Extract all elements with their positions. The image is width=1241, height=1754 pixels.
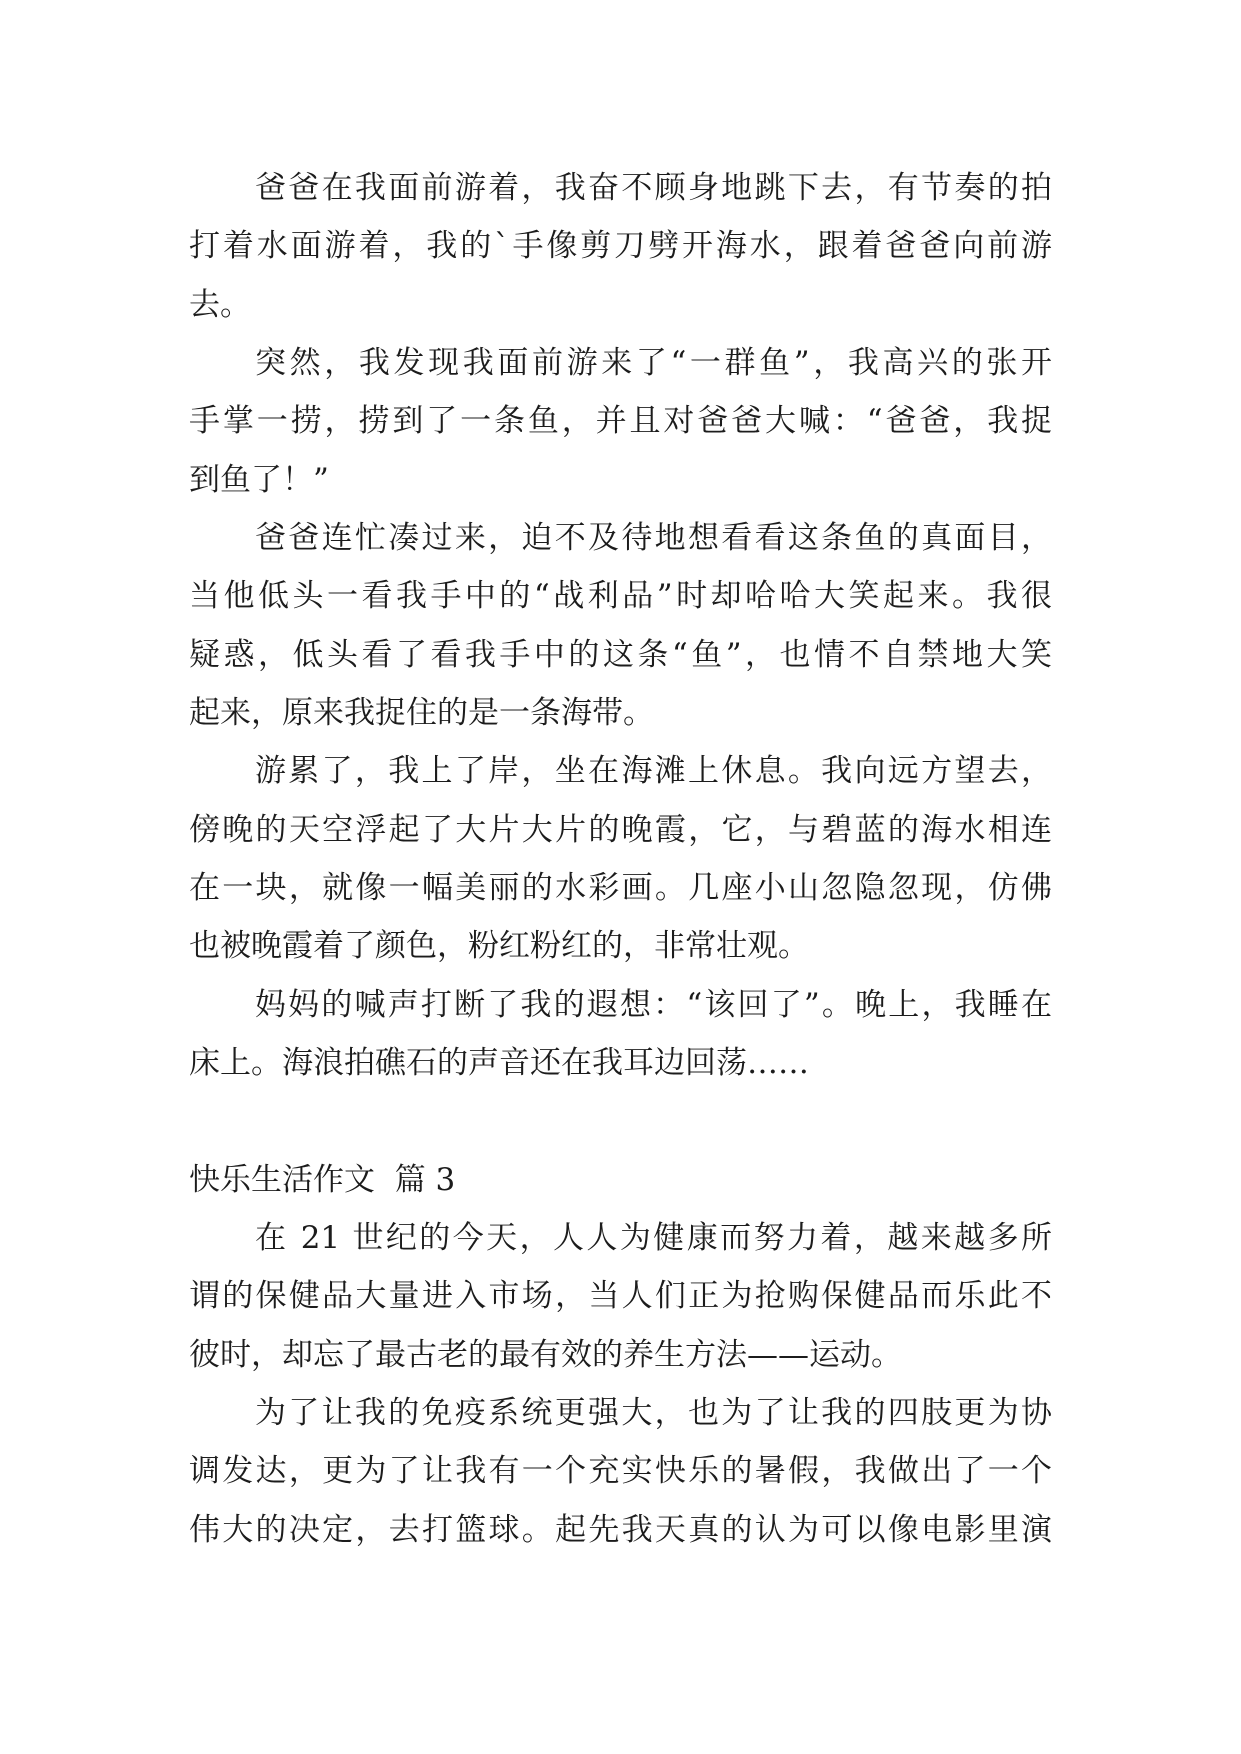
paragraph xyxy=(189,334,1052,509)
paragraph-line: 游累了，我上了岸，坐在海滩上休息。我向远方望去， xyxy=(255,753,1052,790)
paragraph-line: 起来，原来我捉住的是一条海带。 xyxy=(189,694,654,731)
blank-line xyxy=(189,1092,1052,1150)
paragraph-line: 床上。海浪拍礁石的声音还在我耳边回荡…… xyxy=(189,1044,809,1081)
paragraph-line: 爸爸连忙凑过来，迫不及待地想看看这条鱼的真面目， xyxy=(255,519,1052,556)
paragraph-line: 也被晚霞着了颜色，粉红粉红的，非常壮观。 xyxy=(189,928,809,965)
paragraph-line: 调发达，更为了让我有一个充实快乐的暑假，我做出了一个 xyxy=(189,1453,1052,1490)
paragraph-line: 当他低头一看我手中的“战利品”时却哈哈大笑起来。我很 xyxy=(189,578,1052,615)
paragraph xyxy=(189,1209,1052,1384)
paragraph xyxy=(189,742,1052,975)
paragraph-line: 为了让我的免疫系统更强大，也为了让我的四肢更为协 xyxy=(255,1394,1052,1431)
paragraph-line: 去。 xyxy=(189,286,251,323)
paragraph-line: 妈妈的喊声打断了我的遐想：“该回了”。晚上，我睡在 xyxy=(255,986,1052,1023)
paragraph-line: 打着水面游着，我的`手像剪刀劈开海水，跟着爸爸向前游 xyxy=(189,228,1052,265)
paragraph-line: 爸爸在我面前游着，我奋不顾身地跳下去，有节奏的拍 xyxy=(255,170,1052,206)
paragraph-line: 疑惑，低头看了看我手中的这条“鱼”，也情不自禁地大笑 xyxy=(189,636,1052,673)
section-heading: 快乐生活作文 篇 3 xyxy=(189,1161,456,1198)
paragraph-line: 到鱼了！” xyxy=(189,461,329,498)
paragraph-line: 在一块，就像一幅美丽的水彩画。几座小山忽隐忽现，仿佛 xyxy=(189,869,1052,906)
paragraph-line: 突然，我发现我面前游来了“一群鱼”，我高兴的张开 xyxy=(255,344,1052,381)
paragraph-line: 伟大的决定，去打篮球。起先我天真的认为可以像电影里演 xyxy=(189,1511,1052,1548)
paragraph xyxy=(189,159,1052,334)
paragraph xyxy=(189,509,1052,742)
paragraph xyxy=(189,1384,1052,1559)
paragraph-line: 手掌一捞，捞到了一条鱼，并且对爸爸大喊：“爸爸，我捉 xyxy=(189,403,1052,440)
paragraph xyxy=(189,976,1052,1093)
document-page xyxy=(189,159,1052,1559)
paragraph-line: 在 21 世纪的今天，人人为健康而努力着，越来越多所 xyxy=(255,1219,1052,1256)
paragraph-line: 傍晚的天空浮起了大片大片的晚霞，它，与碧蓝的海水相连 xyxy=(189,811,1052,848)
paragraph-line: 彼时，却忘了最古老的最有效的养生方法——运动。 xyxy=(189,1336,902,1373)
paragraph-line: 谓的保健品大量进入市场，当人们正为抢购保健品而乐此不 xyxy=(189,1278,1052,1315)
